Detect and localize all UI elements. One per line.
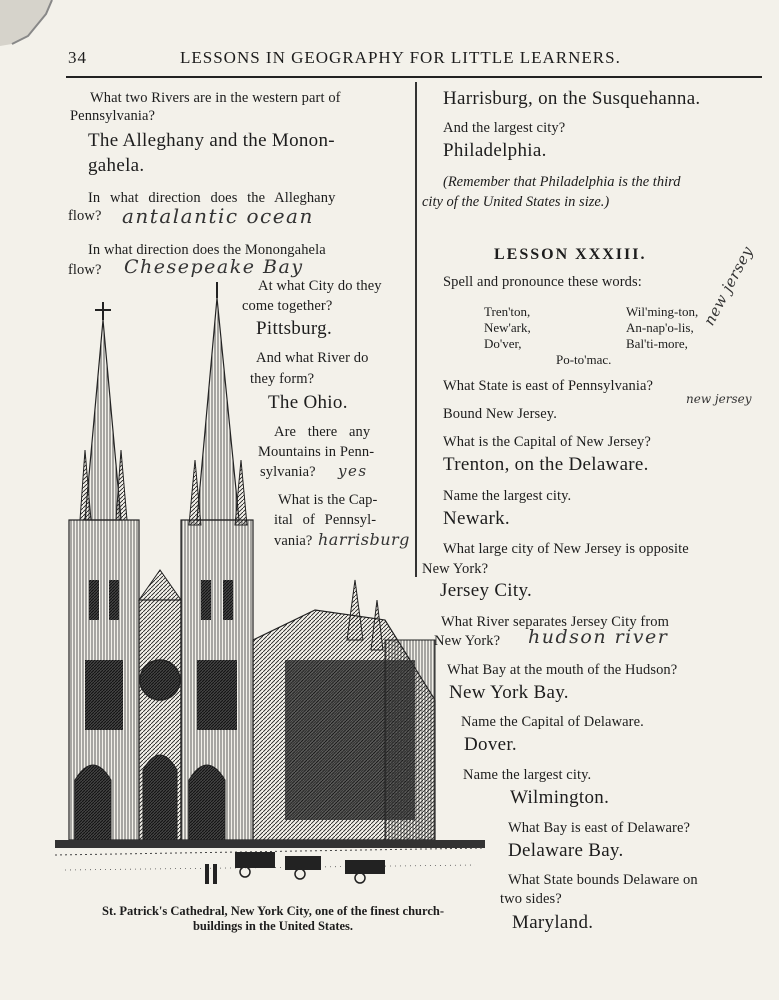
question-text: flow? <box>68 262 102 278</box>
answer-text: New York Bay. <box>449 682 569 703</box>
question-text: come together? <box>242 298 333 314</box>
cathedral-illustration <box>55 280 485 900</box>
handwritten-answer: Chesepeake Bay <box>124 256 304 278</box>
lesson-title: LESSON XXXIII. <box>494 246 647 263</box>
question-text: they form? <box>250 371 315 387</box>
answer-text: Pittsburg. <box>256 318 333 339</box>
spelling-word: Bal'ti-more, <box>626 336 688 351</box>
question-text: What State is east of Pennsylvania? <box>443 378 654 394</box>
question-text: And the largest city? <box>443 120 566 136</box>
page-number: 34 <box>68 48 87 67</box>
spelling-word: An-nap'o-lis, <box>626 320 694 335</box>
illustration-caption <box>58 904 488 934</box>
question-text: And what River do <box>256 350 369 366</box>
question-text: What River separates Jersey City from <box>441 614 669 630</box>
handwritten-margin-note: new jersey <box>700 243 757 329</box>
handwritten-answer: new jersey <box>686 392 752 406</box>
question-text: Name the largest city. <box>463 767 592 783</box>
answer-text: Dover. <box>464 734 517 755</box>
question-text: What is the Cap- <box>278 492 378 508</box>
question-text: sylvania? <box>260 464 316 480</box>
question-text: What Bay at the mouth of the Hudson? <box>447 662 678 678</box>
question-text: What is the Capital of New Jersey? <box>443 434 651 450</box>
answer-text: The Ohio. <box>268 392 348 413</box>
handwritten-answer: hudson river <box>528 626 669 648</box>
question-text: What Bay is east of Delaware? <box>508 820 691 836</box>
caption-line: St. Patrick's Cathedral, New York City, one of the finest church- <box>102 904 444 918</box>
question-text: At what City do they <box>258 278 382 294</box>
question-text: New York? <box>422 561 489 577</box>
answer-text: Trenton, on the Delaware. <box>443 454 649 475</box>
caption-line: buildings in the United States. <box>192 919 354 933</box>
running-title: LESSONS IN GEOGRAPHY FOR LITTLE LEARNERS. <box>180 48 621 67</box>
note-text: (Remember that Philadelphia is the third <box>443 174 681 190</box>
spelling-word: Po-to'mac. <box>556 352 612 367</box>
question-text: In what direction does the Alleghany <box>88 190 336 206</box>
answer-text: The Alleghany and the Monon- <box>88 130 335 151</box>
question-text: two sides? <box>500 891 562 907</box>
spelling-word: Do'ver, <box>484 336 522 351</box>
spell-intro: Spell and pronounce these words: <box>443 274 642 290</box>
spelling-word: New'ark, <box>484 320 531 335</box>
handwritten-answer: antalantic ocean <box>122 204 314 228</box>
handwritten-answer: yes <box>338 462 368 480</box>
answer-text: Philadelphia. <box>443 140 547 161</box>
spelling-word: Wil'ming-ton, <box>626 304 699 319</box>
answer-text: Wilmington. <box>510 787 610 808</box>
answer-text: Newark. <box>443 508 510 529</box>
answer-text: Jersey City. <box>440 580 533 601</box>
answer-text: gahela. <box>88 155 145 176</box>
answer-text: Maryland. <box>512 912 594 933</box>
question-text: In what direction does the Monongahela <box>88 242 326 258</box>
note-text: city of the United States in size.) <box>422 194 610 210</box>
question-text: What State bounds Delaware on <box>508 872 698 888</box>
question-text: Mountains in Penn- <box>258 444 375 460</box>
question-text: New York? <box>434 633 501 649</box>
question-text: vania? <box>274 533 313 549</box>
question-text: Pennsylvania? <box>70 108 156 124</box>
header-rule <box>66 76 762 78</box>
question-text: ital of Pennsyl- <box>274 512 377 528</box>
question-text: Bound New Jersey. <box>443 406 557 422</box>
answer-text: Harrisburg, on the Susquehanna. <box>443 88 701 109</box>
spelling-word: Tren'ton, <box>484 304 531 319</box>
question-text: Name the largest city. <box>443 488 572 504</box>
answer-text: Delaware Bay. <box>508 840 624 861</box>
question-text: What two Rivers are in the western part of <box>90 90 341 106</box>
question-text: Name the Capital of Delaware. <box>461 714 644 730</box>
question-text: flow? <box>68 208 102 224</box>
handwritten-answer: harrisburg <box>318 530 410 549</box>
question-text: Are there any <box>274 424 371 440</box>
question-text: What large city of New Jersey is opposite <box>443 541 689 557</box>
corner-smudge <box>0 0 60 50</box>
